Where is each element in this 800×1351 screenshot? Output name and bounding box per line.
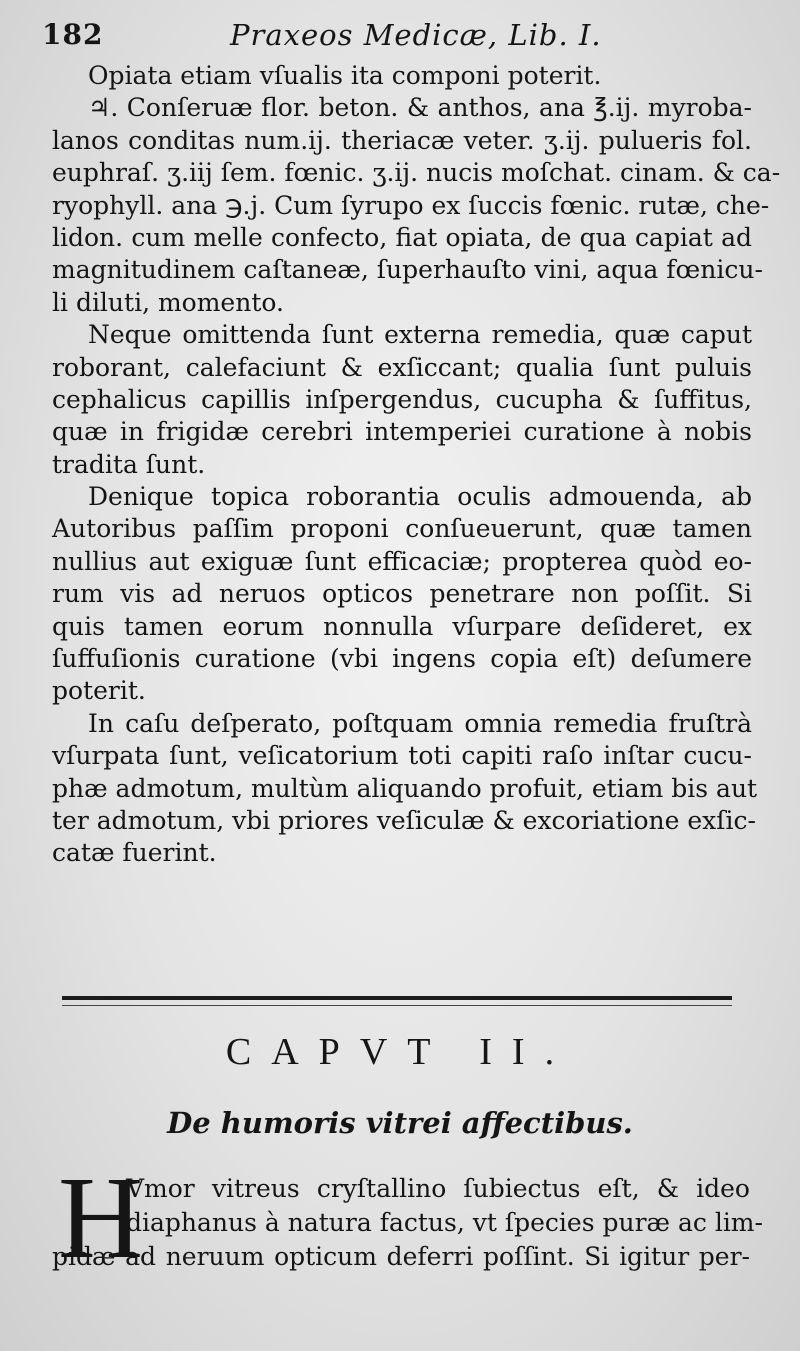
main-text <box>52 60 781 870</box>
running-head: Praxeos Medicæ, Lib. I. <box>230 18 602 52</box>
text-line: roborant, calefaciunt & exſiccant; qualia ſunt puluis <box>52 352 752 382</box>
text-line: lidon. cum melle confecto, fiat opiata, de qua capiat ad <box>52 222 752 252</box>
text-line: lanos conditas num.ij. theriacæ veter. ʒ.ij. pulueris fol. <box>52 125 752 155</box>
text-line: Opiata etiam vſualis ita componi poterit. <box>88 61 602 90</box>
section-divider <box>62 996 732 1000</box>
text-line: Vmor vitreus cryſtallino ſubiectus eſt, & ideo <box>126 1174 750 1203</box>
text-line: catæ fuerint. <box>52 838 217 868</box>
text-line: ryophyll. ana ℈.j. Cum ſyrupo ex ſuccis fœnic. rutæ, che- <box>52 190 770 220</box>
chapter-subtitle: De humoris vitrei affectibus. <box>167 1106 633 1140</box>
page-header <box>42 14 782 62</box>
section-divider-thin <box>62 1005 732 1006</box>
text-line: quis tamen eorum nonnulla vſurpare deſideret, ex <box>52 611 752 641</box>
chapter-title: CAPVT II. <box>225 1031 575 1073</box>
text-line: diaphanus à natura factus, vt ſpecies puræ ac lim- <box>126 1208 763 1237</box>
text-line: poterit. <box>52 676 146 706</box>
text-line: rum vis ad neruos opticos penetrare non poſſit. Si <box>52 579 752 609</box>
text-line: Autoribus paſſim proponi conſueuerunt, quæ tamen <box>52 514 752 544</box>
text-line: li diluti, momento. <box>52 287 284 317</box>
text-line: ſuffuſionis curatione (vbi ingens copia eſt) deſumere <box>52 644 752 674</box>
page-number: 182 <box>42 18 104 51</box>
text-line: magnitudinem caſtaneæ, ſuperhauſto vini, aqua fœnicu- <box>52 255 763 285</box>
text-line: In caſu deſperato, poſtquam omnia remedia fruſtrà <box>88 708 752 738</box>
text-line: euphraſ. ʒ.iij ſem. fœnic. ʒ.ij. nucis moſchat. cinam. & ca- <box>52 158 781 188</box>
text-line: Denique topica roborantia oculis admouenda, ab <box>88 482 752 512</box>
text-line: tradita ſunt. <box>52 449 206 479</box>
text-line: nullius aut exiguæ ſunt efficaciæ; propterea quòd eo- <box>52 546 752 576</box>
text-line: phæ admotum, multùm aliquando profuit, etiam bis aut <box>52 773 758 803</box>
text-line: quæ in frigidæ cerebri intemperiei curatione à nobis <box>52 417 752 447</box>
drop-cap: H <box>58 1152 144 1283</box>
text-line: vſurpata ſunt, veſicatorium toti capiti raſo inſtar cucu- <box>52 741 752 771</box>
text-line: ter admotum, vbi priores veſiculæ & excoriatione exſic- <box>52 805 756 835</box>
chapter-opening-paragraph <box>52 1172 763 1274</box>
text-line: Neque omittenda ſunt externa remedia, quæ caput <box>88 320 752 350</box>
text-line: ♃. Conſeruæ flor. beton. & anthos, ana ℥.ij. myroba- <box>88 93 752 123</box>
text-line: pidæ ad neruum opticum deferri poſſint. Si igitur per- <box>52 1242 750 1271</box>
text-line: cephalicus capillis inſpergendus, cucupha & ſuffitus, <box>52 384 752 414</box>
